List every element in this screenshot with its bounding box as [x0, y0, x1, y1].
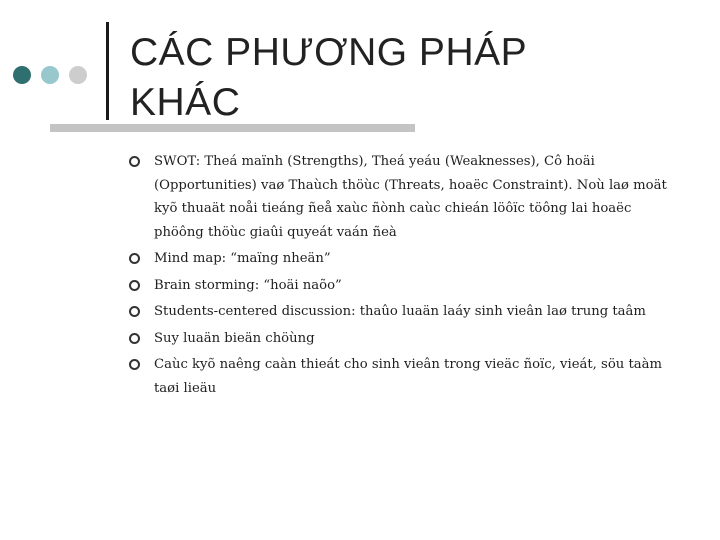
- list-item-text: Mind map: “maïng nheän”: [154, 251, 331, 266]
- bullet-circle-icon: [129, 359, 140, 370]
- title-divider-vertical: [106, 22, 109, 120]
- list-item-text: Students-centered discussion: thaûo luaän laáy sinh vieân laø trung taâm: [154, 304, 646, 319]
- slide-title-line-1: CÁC PHƯƠNG PHÁP: [130, 31, 528, 74]
- list-item: [128, 353, 668, 400]
- decorative-dot-dark: [13, 66, 31, 84]
- list-item: [128, 150, 668, 244]
- list-item-text: Caùc kyõ naêng caàn thieát cho sinh vieân trong vieäc ñoïc, vieát, söu taàm taøi lieäu: [154, 357, 662, 396]
- list-item: [128, 300, 668, 324]
- bullet-circle-icon: [129, 156, 140, 167]
- decorative-dot-gray: [69, 66, 87, 84]
- list-item-text: SWOT: Theá maïnh (Strengths), Theá yeáu (Weaknesses), Cô hoäi (Opportunities) vaø Thaùch thöùc (Threats, hoaëc Constraint). Noù laø moät kyõ thuaät noåi tieáng ñeå xaùc ñònh caùc chieán löôïc töông lai hoaëc phöông thöùc giaûi quyeát vaán ñeà: [154, 154, 667, 240]
- list-item: [128, 274, 668, 298]
- bullet-circle-icon: [129, 253, 140, 264]
- list-item-text: Brain storming: “hoäi naõo”: [154, 277, 342, 293]
- slide-title: [130, 28, 690, 128]
- bullet-circle-icon: [129, 280, 140, 291]
- bullet-circle-icon: [129, 306, 140, 317]
- list-item-text: Suy luaän bieän chöùng: [154, 330, 315, 346]
- decorative-dot-teal: [41, 66, 59, 84]
- list-item: [128, 247, 668, 271]
- bullet-list: [128, 150, 668, 403]
- bullet-circle-icon: [129, 333, 140, 344]
- slide-title-line-2: KHÁC: [130, 81, 241, 124]
- list-item: [128, 327, 668, 351]
